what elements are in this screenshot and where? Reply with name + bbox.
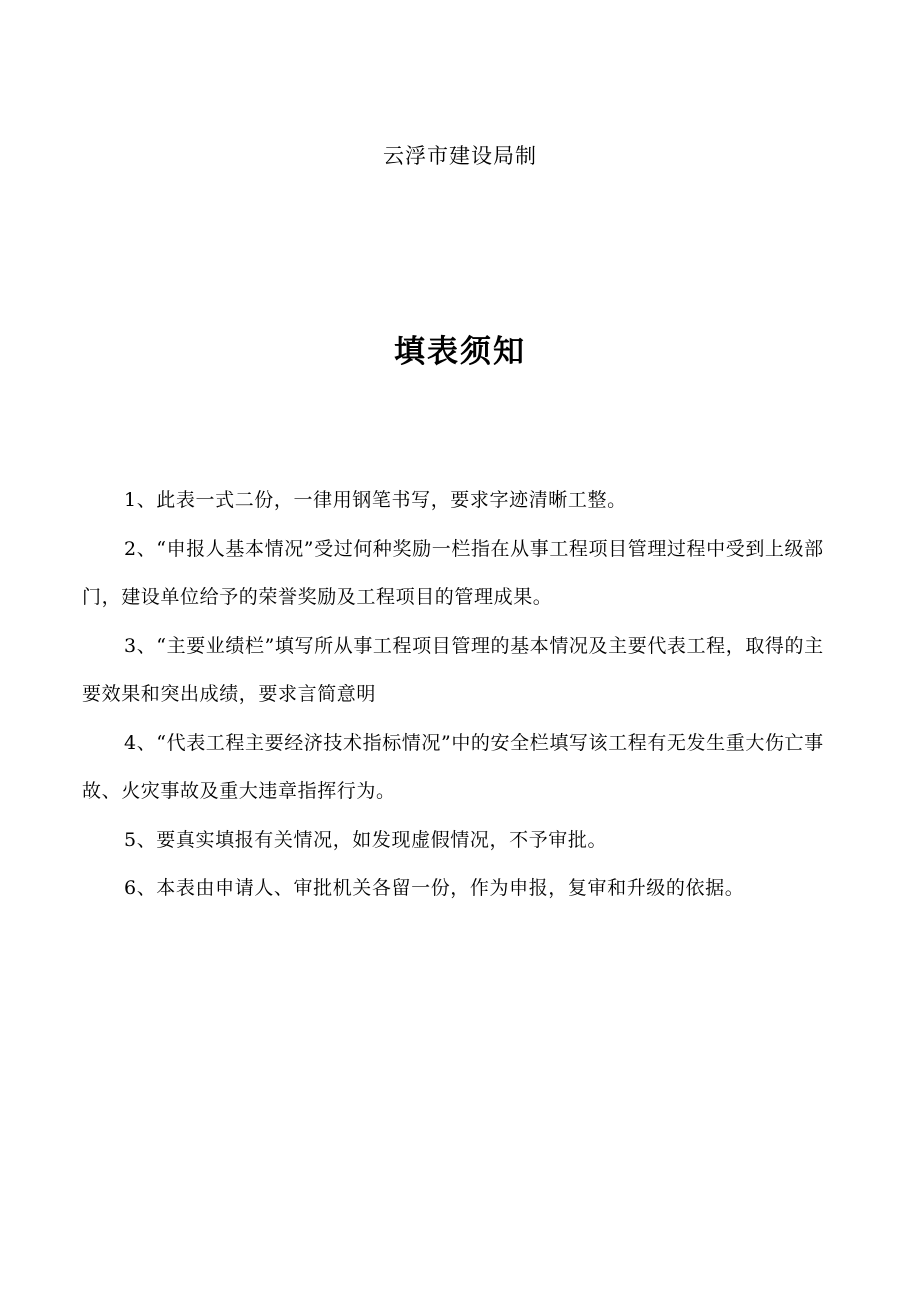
instruction-item-5: 5、要真实填报有关情况，如发现虚假情况，不予审批。 [124, 828, 608, 851]
page-title: 填表须知 [394, 334, 526, 370]
instruction-item-4: 4、“代表工程主要经济技术指标情况”中的安全栏填写该工程有无发生重大伤亡事故、火灾事故及重大违章指挥行为。 [82, 731, 824, 802]
instruction-item-1: 1、此表一式二份，一律用钢笔书写，要求字迹清晰工整。 [124, 489, 627, 511]
instructions-list [82, 476, 842, 913]
instruction-item-6: 6、本表由申请人、审批机关各留一份，作为申报，复审和升级的依据。 [124, 877, 745, 899]
instruction-item-3: 3、“主要业绩栏”填写所从事工程项目管理的基本情况及主要代表工程，取得的主要效果和突出成绩，要求言简意明 [82, 634, 824, 705]
instruction-item-2: 2、“申报人基本情况”受过何种奖励一栏指在从事工程项目管理过程中受到上级部门，建设单位给予的荣誉奖励及工程项目的管理成果。 [82, 537, 824, 608]
issuer-line: 云浮市建设局制 [383, 144, 537, 168]
